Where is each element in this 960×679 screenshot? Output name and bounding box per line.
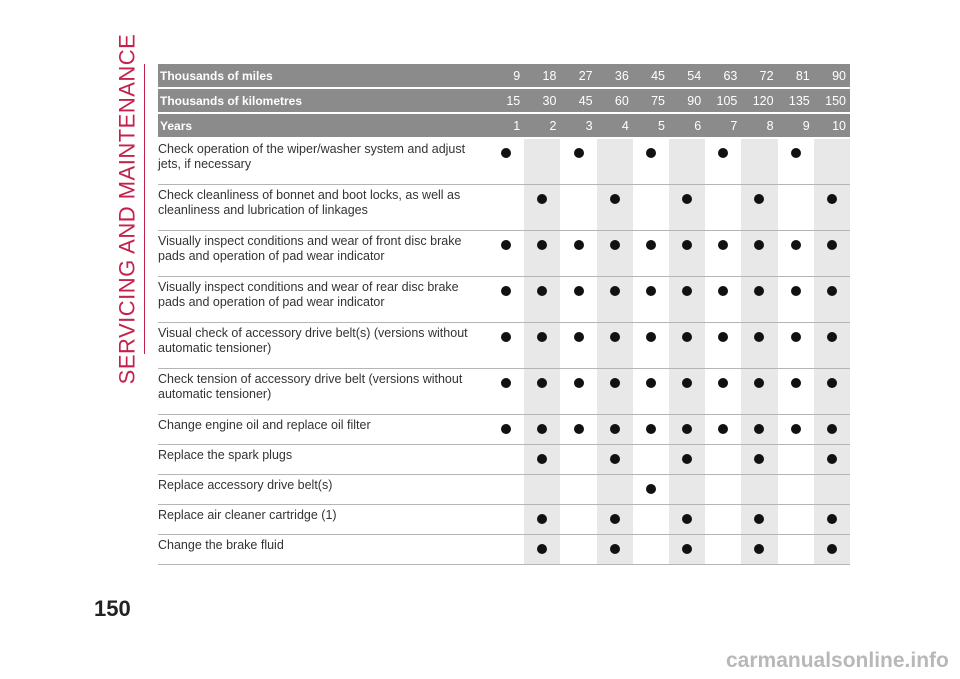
- schedule-cell: [560, 185, 596, 231]
- bullet-icon: [610, 332, 620, 342]
- schedule-cell: [488, 445, 524, 475]
- bullet-icon: [718, 240, 728, 250]
- schedule-cell: [669, 231, 705, 277]
- bullet-icon: [754, 286, 764, 296]
- bullet-icon: [610, 286, 620, 296]
- bullet-icon: [501, 378, 511, 388]
- bullet-icon: [718, 332, 728, 342]
- bullet-icon: [646, 378, 656, 388]
- section-title-text: SERVICING AND MAINTENANCE: [114, 33, 139, 385]
- table-row: [158, 445, 850, 475]
- schedule-cell: [524, 277, 560, 323]
- schedule-cell: [488, 185, 524, 231]
- bullet-icon: [827, 544, 837, 554]
- schedule-cell: [488, 277, 524, 323]
- header-value: 18: [524, 64, 560, 88]
- header-value: 45: [633, 64, 669, 88]
- table-row: [158, 277, 850, 323]
- bullet-icon: [718, 148, 728, 158]
- bullet-icon: [574, 332, 584, 342]
- bullet-icon: [682, 424, 692, 434]
- task-description: Replace the spark plugs: [158, 445, 488, 475]
- table-row: [158, 231, 850, 277]
- bullet-icon: [827, 240, 837, 250]
- table-row: [158, 475, 850, 505]
- schedule-cell: [669, 445, 705, 475]
- bullet-icon: [537, 286, 547, 296]
- header-value: 1: [488, 113, 524, 138]
- bullet-icon: [610, 424, 620, 434]
- bullet-icon: [537, 514, 547, 524]
- schedule-cell: [597, 369, 633, 415]
- schedule-cell: [741, 323, 777, 369]
- bullet-icon: [791, 424, 801, 434]
- table-row: [158, 505, 850, 535]
- schedule-cell: [633, 369, 669, 415]
- schedule-cell: [705, 185, 741, 231]
- bullet-icon: [501, 286, 511, 296]
- schedule-cell: [814, 323, 850, 369]
- header-value: 54: [669, 64, 705, 88]
- schedule-cell: [597, 505, 633, 535]
- header-value: 120: [741, 88, 777, 113]
- header-row: [158, 113, 850, 138]
- schedule-cell: [741, 505, 777, 535]
- bullet-icon: [646, 240, 656, 250]
- bullet-icon: [791, 148, 801, 158]
- bullet-icon: [827, 332, 837, 342]
- bullet-icon: [754, 194, 764, 204]
- bullet-icon: [754, 240, 764, 250]
- bullet-icon: [537, 424, 547, 434]
- schedule-cell: [705, 277, 741, 323]
- schedule-cell: [488, 535, 524, 565]
- task-description: Visual check of accessory drive belt(s) (versions without automatic tensioner): [158, 323, 488, 369]
- schedule-cell: [669, 277, 705, 323]
- schedule-cell: [669, 369, 705, 415]
- schedule-cell: [524, 323, 560, 369]
- schedule-cell: [597, 277, 633, 323]
- bullet-icon: [718, 378, 728, 388]
- bullet-icon: [646, 484, 656, 494]
- schedule-cell: [633, 535, 669, 565]
- schedule-cell: [633, 231, 669, 277]
- task-description: Change engine oil and replace oil filter: [158, 415, 488, 445]
- bullet-icon: [574, 424, 584, 434]
- header-label: Thousands of miles: [158, 64, 488, 88]
- schedule-cell: [741, 415, 777, 445]
- bullet-icon: [610, 194, 620, 204]
- table-row: [158, 369, 850, 415]
- schedule-cell: [814, 535, 850, 565]
- section-divider: [144, 64, 145, 354]
- schedule-cell: [814, 505, 850, 535]
- schedule-cell: [669, 138, 705, 185]
- schedule-cell: [633, 505, 669, 535]
- schedule-cell: [669, 505, 705, 535]
- schedule-cell: [778, 185, 814, 231]
- header-value: 5: [633, 113, 669, 138]
- schedule-cell: [597, 185, 633, 231]
- bullet-icon: [610, 240, 620, 250]
- schedule-cell: [814, 277, 850, 323]
- bullet-icon: [682, 332, 692, 342]
- header-value: 8: [741, 113, 777, 138]
- bullet-icon: [754, 378, 764, 388]
- bullet-icon: [827, 286, 837, 296]
- schedule-cell: [778, 369, 814, 415]
- table-row: [158, 138, 850, 185]
- table-row: [158, 185, 850, 231]
- watermark: carmanualsonline.info: [726, 649, 949, 672]
- bullet-icon: [827, 454, 837, 464]
- schedule-cell: [705, 323, 741, 369]
- header-row: [158, 88, 850, 113]
- header-value: 72: [741, 64, 777, 88]
- schedule-cell: [524, 415, 560, 445]
- schedule-cell: [597, 415, 633, 445]
- schedule-cell: [560, 535, 596, 565]
- schedule-cell: [705, 369, 741, 415]
- table-row: [158, 535, 850, 565]
- header-value: 63: [705, 64, 741, 88]
- schedule-cell: [560, 277, 596, 323]
- schedule-cell: [814, 138, 850, 185]
- schedule-cell: [814, 231, 850, 277]
- schedule-cell: [814, 475, 850, 505]
- header-value: 7: [705, 113, 741, 138]
- bullet-icon: [501, 424, 511, 434]
- bullet-icon: [827, 514, 837, 524]
- header-value: 6: [669, 113, 705, 138]
- bullet-icon: [718, 424, 728, 434]
- section-title: [112, 33, 142, 385]
- schedule-cell: [741, 138, 777, 185]
- schedule-cell: [633, 415, 669, 445]
- schedule-cell: [488, 369, 524, 415]
- header-value: 60: [597, 88, 633, 113]
- bullet-icon: [610, 454, 620, 464]
- bullet-icon: [754, 544, 764, 554]
- bullet-icon: [827, 378, 837, 388]
- schedule-cell: [560, 369, 596, 415]
- bullet-icon: [682, 454, 692, 464]
- bullet-icon: [537, 544, 547, 554]
- schedule-cell: [669, 535, 705, 565]
- schedule-cell: [560, 138, 596, 185]
- schedule-cell: [669, 323, 705, 369]
- bullet-icon: [682, 514, 692, 524]
- schedule-cell: [778, 138, 814, 185]
- bullet-icon: [754, 424, 764, 434]
- schedule-cell: [560, 323, 596, 369]
- schedule-cell: [488, 475, 524, 505]
- header-value: 150: [814, 88, 850, 113]
- schedule-cell: [741, 369, 777, 415]
- schedule-cell: [741, 277, 777, 323]
- schedule-cell: [778, 535, 814, 565]
- bullet-icon: [646, 332, 656, 342]
- bullet-icon: [501, 332, 511, 342]
- bullet-icon: [537, 454, 547, 464]
- schedule-cell: [778, 475, 814, 505]
- task-description: Visually inspect conditions and wear of rear disc brake pads and operation of pad wear indicator: [158, 277, 488, 323]
- schedule-cell: [560, 475, 596, 505]
- header-row: [158, 64, 850, 88]
- schedule-cell: [633, 323, 669, 369]
- schedule-cell: [778, 415, 814, 445]
- bullet-icon: [754, 454, 764, 464]
- schedule-cell: [705, 475, 741, 505]
- bullet-icon: [537, 240, 547, 250]
- schedule-cell: [488, 505, 524, 535]
- schedule-cell: [778, 323, 814, 369]
- task-description: Replace accessory drive belt(s): [158, 475, 488, 505]
- bullet-icon: [754, 514, 764, 524]
- header-label: Years: [158, 113, 488, 138]
- schedule-cell: [814, 185, 850, 231]
- schedule-cell: [741, 445, 777, 475]
- schedule-cell: [597, 323, 633, 369]
- task-description: Visually inspect conditions and wear of front disc brake pads and operation of pad wear indicator: [158, 231, 488, 277]
- schedule-cell: [560, 445, 596, 475]
- task-description: Check operation of the wiper/washer system and adjust jets, if necessary: [158, 138, 488, 185]
- bullet-icon: [646, 286, 656, 296]
- schedule-cell: [597, 231, 633, 277]
- task-description: Check cleanliness of bonnet and boot locks, as well as cleanliness and lubrication of linkages: [158, 185, 488, 231]
- table-row: [158, 323, 850, 369]
- bullet-icon: [537, 378, 547, 388]
- bullet-icon: [501, 148, 511, 158]
- header-value: 27: [560, 64, 596, 88]
- schedule-cell: [741, 535, 777, 565]
- bullet-icon: [791, 332, 801, 342]
- schedule-cell: [524, 369, 560, 415]
- header-value: 135: [778, 88, 814, 113]
- schedule-cell: [488, 323, 524, 369]
- bullet-icon: [791, 286, 801, 296]
- header-label: Thousands of kilometres: [158, 88, 488, 113]
- schedule-cell: [524, 475, 560, 505]
- bullet-icon: [646, 148, 656, 158]
- bullet-icon: [610, 514, 620, 524]
- header-value: 9: [778, 113, 814, 138]
- schedule-cell: [741, 231, 777, 277]
- schedule-cell: [560, 231, 596, 277]
- schedule-cell: [778, 277, 814, 323]
- bullet-icon: [682, 286, 692, 296]
- schedule-cell: [597, 445, 633, 475]
- header-value: 2: [524, 113, 560, 138]
- bullet-icon: [610, 544, 620, 554]
- bullet-icon: [682, 194, 692, 204]
- schedule-cell: [705, 445, 741, 475]
- header-value: 105: [705, 88, 741, 113]
- header-value: 4: [597, 113, 633, 138]
- bullet-icon: [574, 378, 584, 388]
- maintenance-schedule-table: [158, 64, 850, 565]
- bullet-icon: [501, 240, 511, 250]
- table-row: [158, 415, 850, 445]
- schedule-cell: [669, 475, 705, 505]
- schedule-cell: [814, 415, 850, 445]
- task-description: Replace air cleaner cartridge (1): [158, 505, 488, 535]
- bullet-icon: [574, 148, 584, 158]
- header-value: 90: [814, 64, 850, 88]
- schedule-cell: [741, 185, 777, 231]
- schedule-cell: [524, 138, 560, 185]
- bullet-icon: [682, 544, 692, 554]
- schedule-cell: [597, 138, 633, 185]
- schedule-cell: [741, 475, 777, 505]
- schedule-cell: [705, 505, 741, 535]
- task-description: Check tension of accessory drive belt (versions without automatic tensioner): [158, 369, 488, 415]
- bullet-icon: [791, 378, 801, 388]
- header-value: 30: [524, 88, 560, 113]
- bullet-icon: [718, 286, 728, 296]
- schedule-cell: [597, 475, 633, 505]
- bullet-icon: [537, 194, 547, 204]
- header-value: 36: [597, 64, 633, 88]
- schedule-cell: [814, 445, 850, 475]
- schedule-cell: [560, 415, 596, 445]
- header-value: 10: [814, 113, 850, 138]
- schedule-cell: [524, 231, 560, 277]
- schedule-cell: [705, 535, 741, 565]
- bullet-icon: [827, 194, 837, 204]
- bullet-icon: [537, 332, 547, 342]
- header-value: 15: [488, 88, 524, 113]
- bullet-icon: [646, 424, 656, 434]
- schedule-cell: [778, 231, 814, 277]
- bullet-icon: [610, 378, 620, 388]
- schedule-cell: [488, 415, 524, 445]
- bullet-icon: [682, 240, 692, 250]
- header-value: 81: [778, 64, 814, 88]
- schedule-cell: [524, 185, 560, 231]
- schedule-cell: [669, 185, 705, 231]
- schedule-cell: [633, 475, 669, 505]
- header-value: 75: [633, 88, 669, 113]
- schedule-cell: [705, 138, 741, 185]
- schedule-cell: [524, 505, 560, 535]
- page-number: 150: [94, 596, 131, 621]
- header-value: 90: [669, 88, 705, 113]
- schedule-cell: [633, 445, 669, 475]
- schedule-cell: [778, 445, 814, 475]
- schedule-cell: [524, 535, 560, 565]
- schedule-cell: [705, 231, 741, 277]
- task-description: Change the brake fluid: [158, 535, 488, 565]
- schedule-cell: [488, 138, 524, 185]
- schedule-cell: [633, 138, 669, 185]
- bullet-icon: [827, 424, 837, 434]
- bullet-icon: [754, 332, 764, 342]
- bullet-icon: [682, 378, 692, 388]
- schedule-cell: [488, 231, 524, 277]
- schedule-cell: [778, 505, 814, 535]
- schedule-cell: [597, 535, 633, 565]
- header-value: 3: [560, 113, 596, 138]
- schedule-cell: [633, 277, 669, 323]
- schedule-cell: [560, 505, 596, 535]
- header-value: 9: [488, 64, 524, 88]
- schedule-cell: [633, 185, 669, 231]
- bullet-icon: [574, 286, 584, 296]
- header-value: 45: [560, 88, 596, 113]
- schedule-cell: [814, 369, 850, 415]
- schedule-cell: [524, 445, 560, 475]
- schedule-cell: [669, 415, 705, 445]
- schedule-cell: [705, 415, 741, 445]
- bullet-icon: [574, 240, 584, 250]
- bullet-icon: [791, 240, 801, 250]
